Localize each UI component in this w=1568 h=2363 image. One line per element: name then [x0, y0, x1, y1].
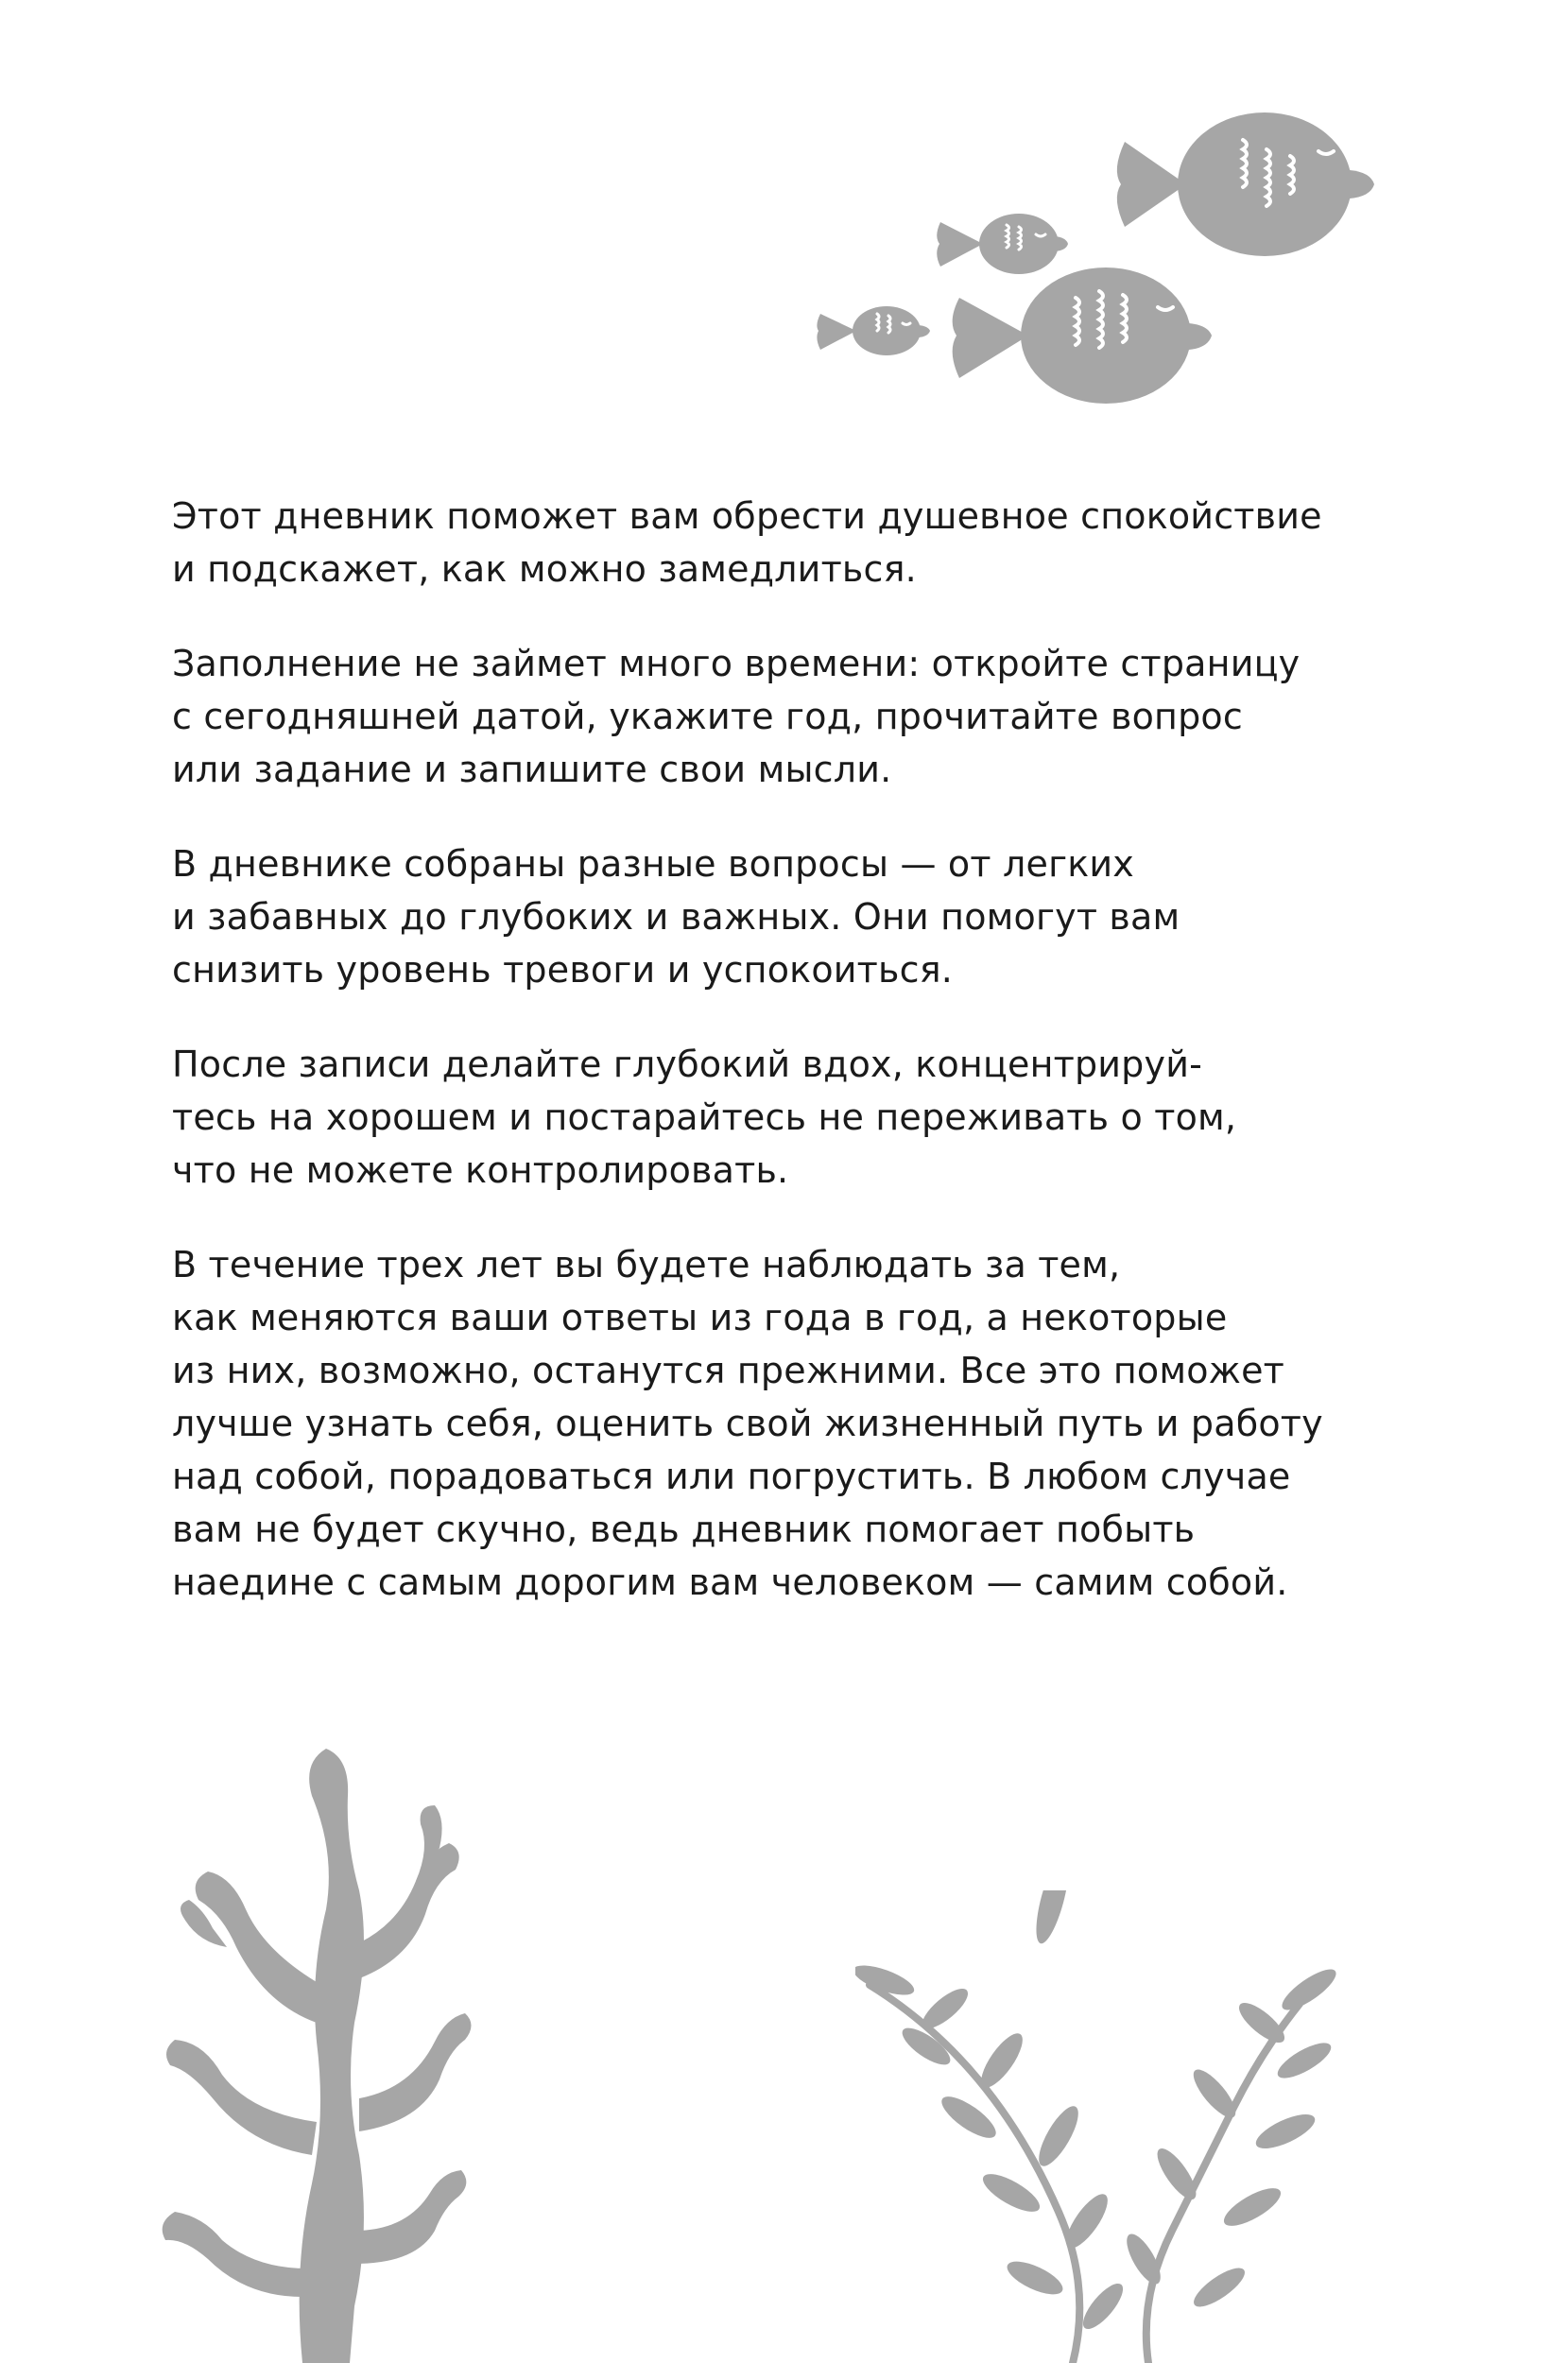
text-line: Заполнение не займет много времени: откройте страницу [172, 643, 1301, 684]
paragraph [172, 490, 1429, 595]
text-line: из них, возможно, останутся прежними. Все это поможет [172, 1350, 1285, 1391]
text-line: или задание и запишите свои мысли. [172, 749, 892, 790]
fish-icon [953, 267, 1212, 404]
fish-icon [937, 214, 1068, 274]
text-line: В дневнике собраны разные вопросы — от легких [172, 843, 1134, 885]
text-line: над собой, порадоваться или погрустить. В любом случае [172, 1456, 1291, 1497]
fish-icon [817, 306, 930, 355]
paragraph [172, 837, 1429, 996]
text-line: что не можете контролировать. [172, 1149, 789, 1191]
text-line: Этот дневник поможет вам обрести душевное спокойствие [172, 495, 1322, 537]
text-line: наедине с самым дорогим вам человеком — самим собой. [172, 1561, 1288, 1603]
paragraph [172, 637, 1429, 796]
paragraph [172, 1038, 1429, 1197]
fish-illustration [813, 104, 1399, 416]
text-line: и забавных до глубоких и важных. Они помогут вам [172, 896, 1180, 938]
text-line: лучше узнать себя, оценить свой жизненный путь и работу [172, 1403, 1323, 1444]
seaweed-icon [161, 1739, 473, 2363]
text-line: снизить уровень тревоги и успокоиться. [172, 949, 954, 991]
text-line: с сегодняшней датой, укажите год, прочитайте вопрос [172, 696, 1243, 737]
text-line: тесь на хорошем и постарайтесь не переживать о том, [172, 1096, 1237, 1138]
text-line: вам не будет скучно, ведь дневник помогает побыть [172, 1509, 1196, 1550]
fish-icon [1117, 112, 1374, 256]
text-line: и подскажет, как можно замедлиться. [172, 548, 917, 590]
text-line: как меняются ваши ответы из года в год, а некоторые [172, 1297, 1228, 1338]
text-line: После записи делайте глубокий вдох, концентрируй- [172, 1044, 1202, 1085]
text-line: В течение трех лет вы будете наблюдать за тем, [172, 1244, 1121, 1285]
intro-text [172, 490, 1429, 1650]
branch-icon [855, 1890, 1356, 2363]
paragraph [172, 1238, 1429, 1609]
